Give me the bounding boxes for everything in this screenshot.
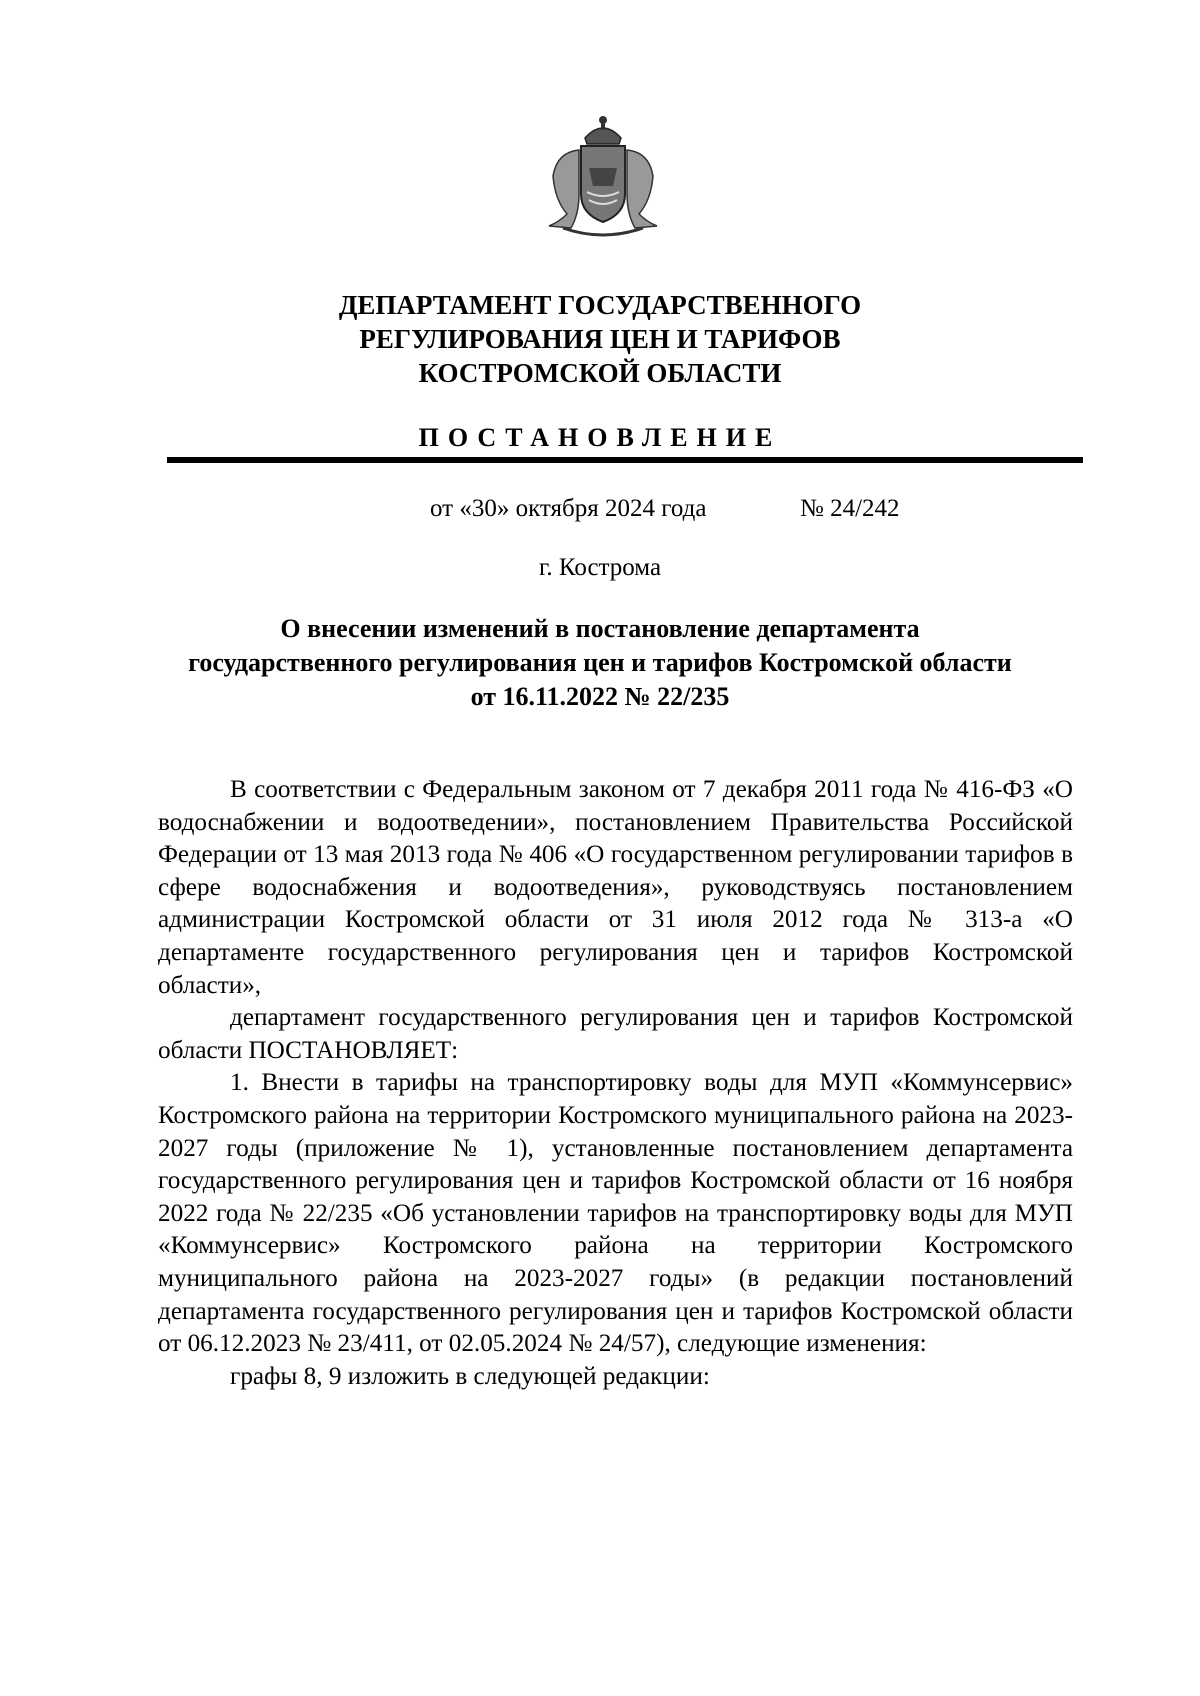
document-type: ПОСТАНОВЛЕНИЕ [418,423,782,452]
title-line: О внесении изменений в постановление департамента [280,614,920,643]
document-date: от «30» октября 2024 года [430,495,707,522]
document-number: № 24/242 [800,495,900,522]
department-line: РЕГУЛИРОВАНИЯ ЦЕН И ТАРИФОВ [359,324,841,354]
body-paragraph: В соответствии с Федеральным законом от 7 декабря 2011 года № 416-ФЗ «О водоснабжении и водоотведении», постановлением Правительства Российской Федерации от 13 мая 2013 года № 406 «О государственном регулировании тарифов в сфере водоснабжения и водоотведения», руководствуясь постановлением администрации Костромской области от 31 июля 2012 года № 313-а «О департаменте государственного регулирования цен и тарифов Костромской области», [158,776,1073,999]
document-title [150,612,1050,714]
document-city: г. Кострома [538,554,662,581]
body-paragraph: графы 8, 9 изложить в следующей редакции: [230,1362,710,1390]
document-body [158,774,1073,1393]
header-divider [167,457,1083,463]
body-paragraph: департамент государственного регулирования цен и тарифов Костромской области ПОСТАНОВЛЯЕТ: [158,1004,1073,1064]
title-line: государственного регулирования цен и тарифов Костромской области [188,648,1012,677]
title-line: от 16.11.2022 № 22/235 [470,682,730,711]
department-name [0,288,1200,390]
department-line: ДЕПАРТАМЕНТ ГОСУДАРСТВЕННОГО [338,290,862,320]
coat-of-arms-icon [535,110,671,246]
body-paragraph: 1. Внести в тарифы на транспортировку воды для МУП «Коммунсервис» Костромского района на территории Костромского муниципального района на 2023-2027 годы (приложение № 1), установленные постановлением департамента государственного регулирования цен и тарифов Костромской области от 16 ноября 2022 года № 22/235 «Об установлении тарифов на транспортировку воды для МУП «Коммунсервис» Костромского района на территории Костромского муниципального района на 2023-2027 годы» (в редакции постановлений департамента государственного регулирования цен и тарифов Костромской области от 06.12.2023 № 23/411, от 02.05.2024 № 24/57), следующие изменения: [158,1069,1073,1358]
department-line: КОСТРОМСКОЙ ОБЛАСТИ [418,358,782,388]
